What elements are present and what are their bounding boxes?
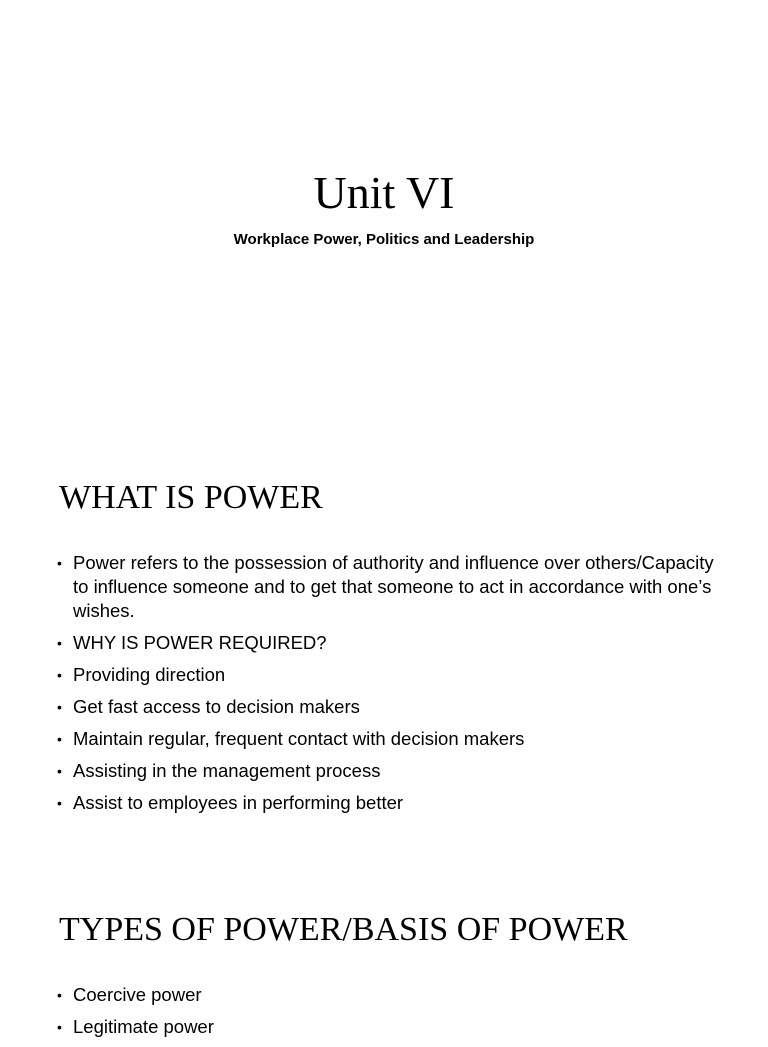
list-item <box>57 551 717 623</box>
list-item-text: Providing direction <box>73 664 226 685</box>
slide-subtitle: Workplace Power, Politics and Leadership <box>233 231 535 248</box>
list-item-text: Get fast access to decision makers <box>73 696 360 717</box>
list-item-text: Assisting in the management process <box>73 760 381 781</box>
bullet-list <box>57 551 717 823</box>
list-item-text: WHY IS POWER REQUIRED? <box>73 632 327 653</box>
bullet-icon: • <box>57 699 62 715</box>
list-item-text: Legitimate power <box>73 1016 214 1037</box>
slide-title: Unit VI <box>313 167 455 218</box>
bullet-icon: • <box>57 1019 62 1035</box>
list-item <box>57 983 717 1007</box>
bullet-icon: • <box>57 667 62 683</box>
list-item <box>57 695 717 719</box>
what-is-power-slide <box>0 420 768 860</box>
bullet-icon: • <box>57 795 62 811</box>
title-slide <box>0 0 768 420</box>
bullet-icon: • <box>57 763 62 779</box>
bullet-list <box>57 983 717 1047</box>
slide-title: WHAT IS POWER <box>59 479 323 516</box>
bullet-icon: • <box>57 731 62 747</box>
list-item <box>57 791 717 815</box>
list-item <box>57 663 717 687</box>
list-item <box>57 631 717 655</box>
list-item <box>57 759 717 783</box>
list-item-text: Coercive power <box>73 984 202 1005</box>
slide-title: TYPES OF POWER/BASIS OF POWER <box>59 911 628 948</box>
list-item <box>57 727 717 751</box>
bullet-icon: • <box>57 555 62 571</box>
types-of-power-slide <box>0 860 768 1037</box>
bullet-icon: • <box>57 635 62 651</box>
list-item <box>57 1015 717 1039</box>
list-item-text: Maintain regular, frequent contact with decision makers <box>73 728 525 749</box>
list-item-text: Power refers to the possession of authority and influence over others/Capacity to influence someone and to get that someone to act in accordance with one’s wishes. <box>73 552 714 621</box>
list-item-text: Assist to employees in performing better <box>73 792 404 813</box>
bullet-icon: • <box>57 987 62 1003</box>
